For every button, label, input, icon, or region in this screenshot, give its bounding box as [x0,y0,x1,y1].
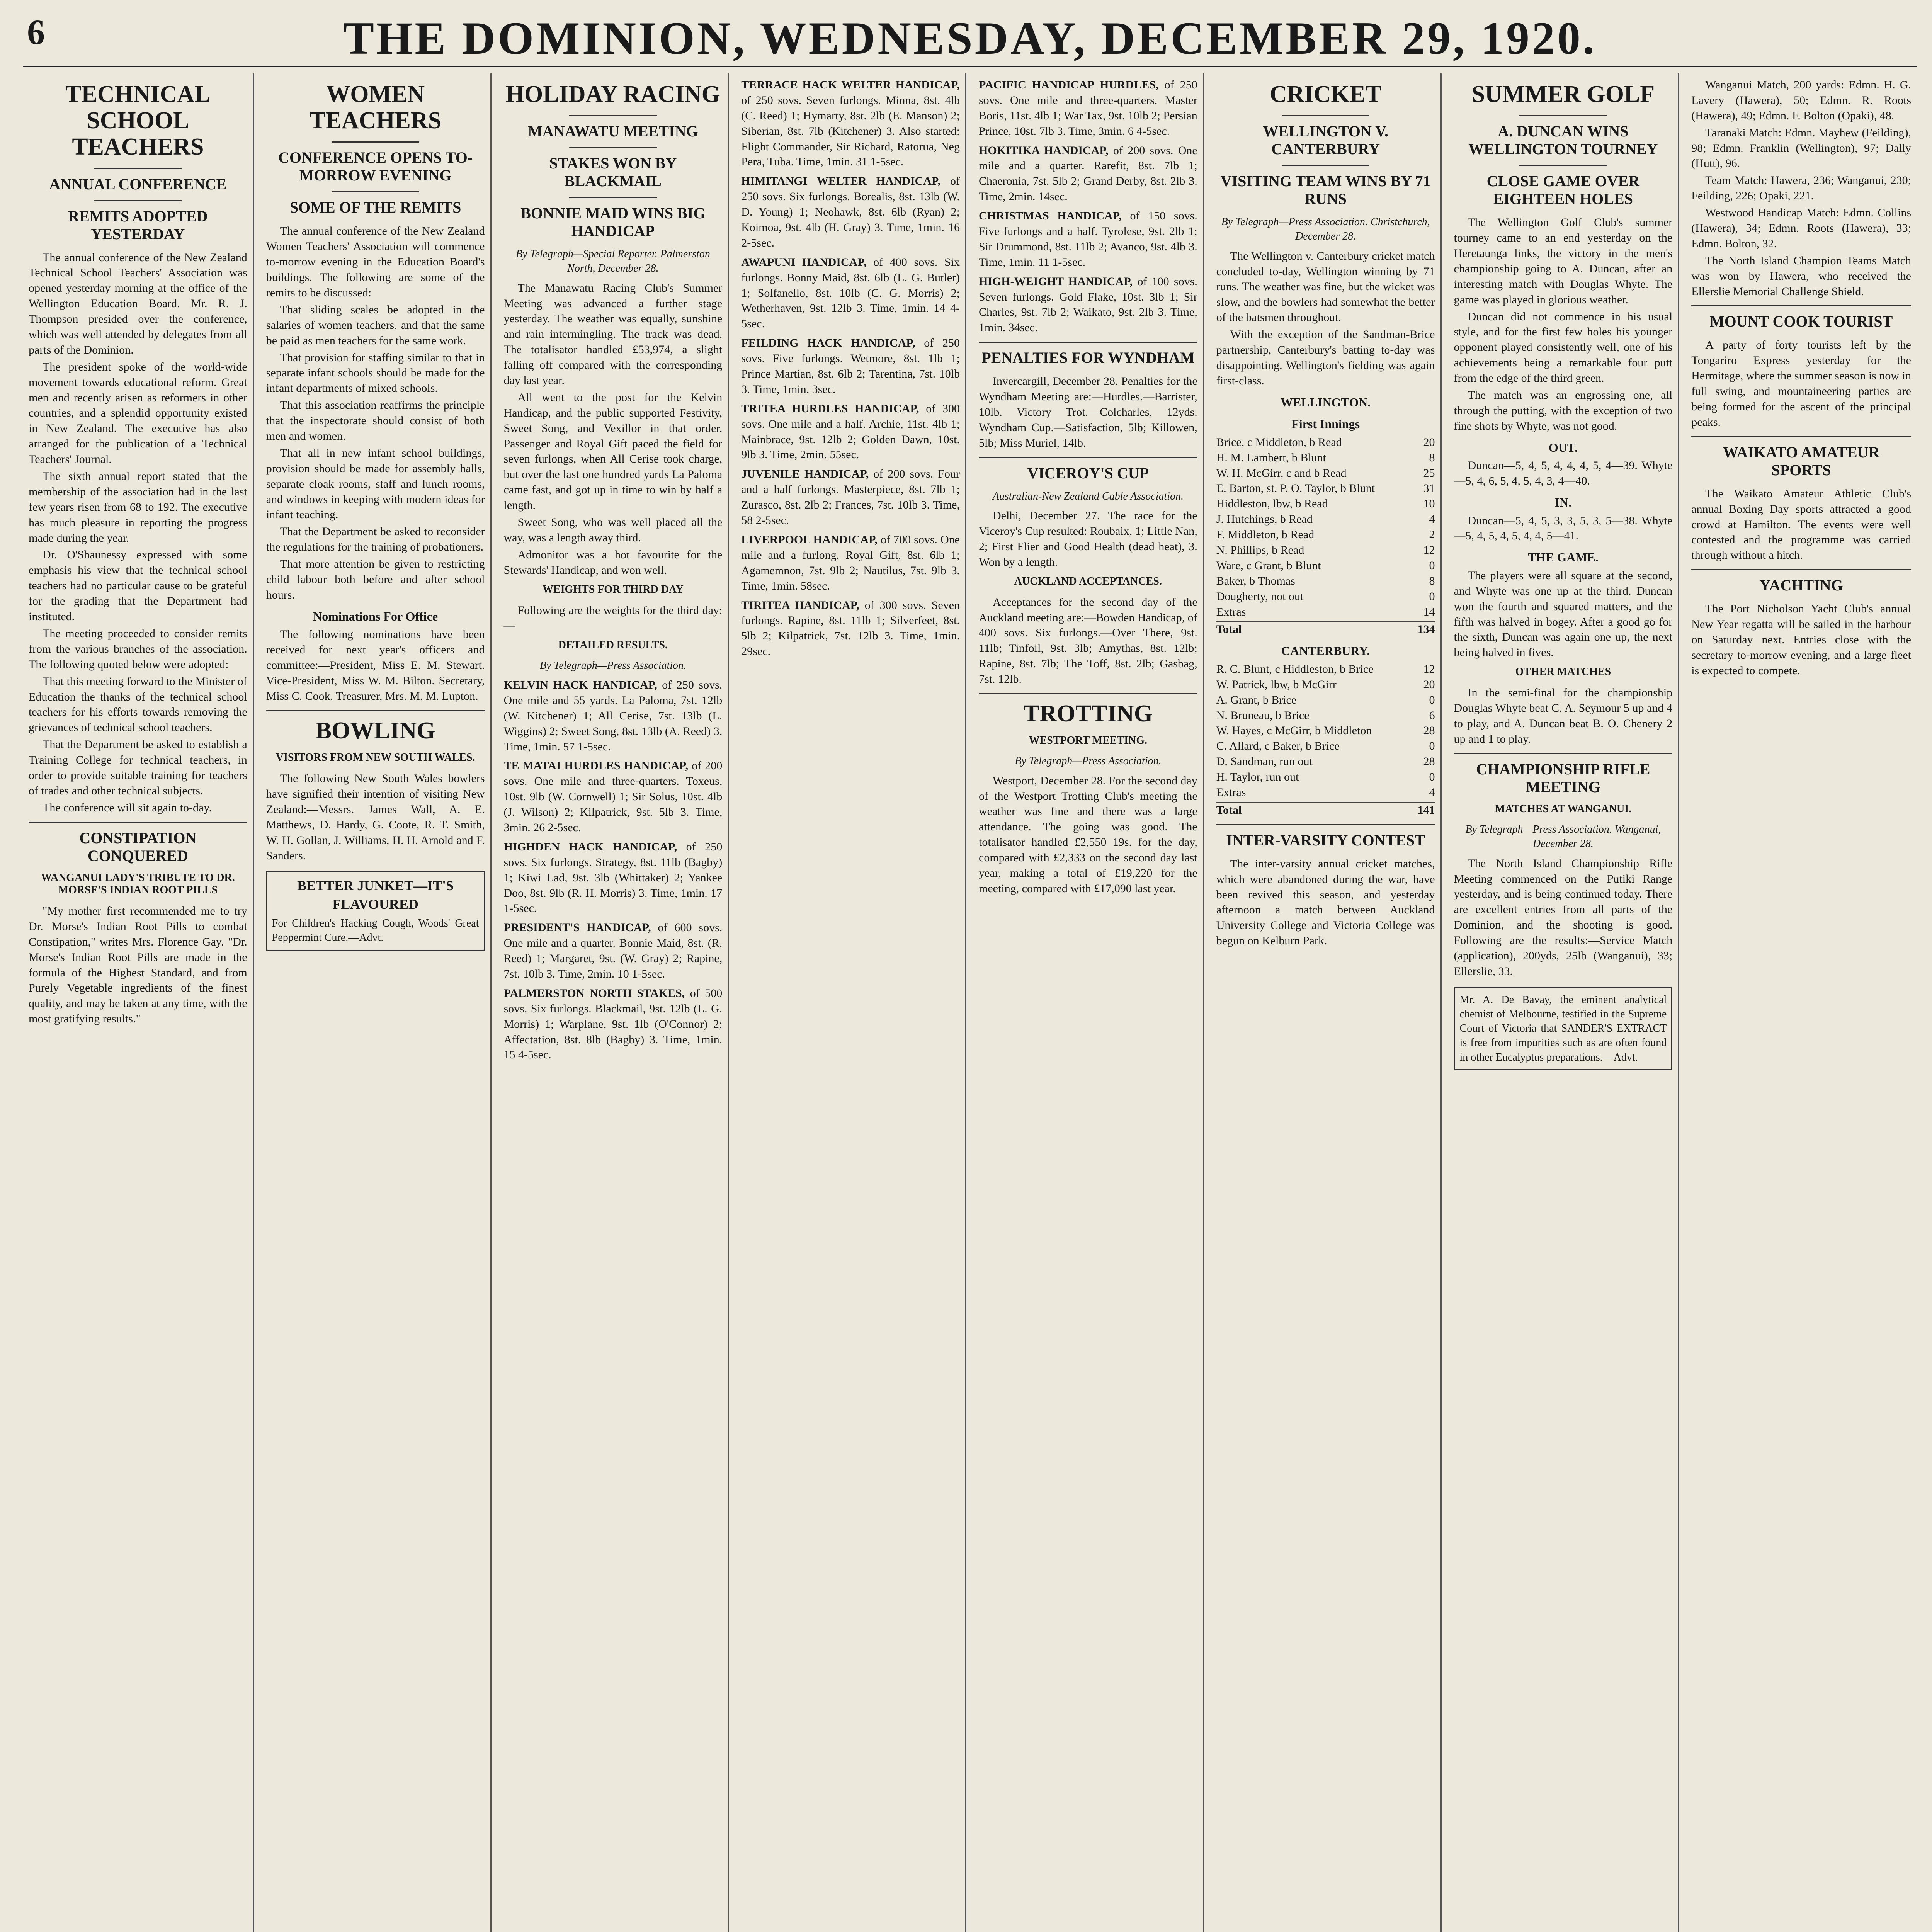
column-women-teachers [261,73,492,1932]
race-result [741,335,960,397]
headline: CRICKET [1269,81,1382,107]
subhead: WESTPORT MEETING. [1029,735,1148,747]
race-name: TRITEA HURDLES HANDICAP, [741,402,919,415]
race-results [979,77,1197,335]
divider [569,115,656,116]
runs: 0 [1429,693,1435,706]
runs: 28 [1423,724,1435,737]
divider [569,197,656,198]
article-body [29,250,247,816]
subhead: INTER-VARSITY CONTEST [1226,831,1425,849]
article-body [1454,215,1673,434]
score-row [1216,662,1435,677]
subhead: WAIKATO AMATEUR SPORTS [1723,443,1880,479]
score-row [1216,769,1435,785]
subhead: WANGANUI LADY'S TRIBUTE TO DR. MORSE'S INDIAN ROOT PILLS [41,871,235,896]
article-paragraph: The Wellington Golf Club's summer tourney came to an end yesterday on the Heretaunga links, the victory in the men's championship going to A. Duncan, after an interesting match with Douglas Whyte. The game was played in glorious weather. [1454,216,1673,306]
score-row [1216,604,1435,620]
race-detail: of 300 sovs. One mile and a half. Archie, 11st. 4lb 1; Mainbrace, 9st. 12lb 2; Golden Dawn, 10st. 9lb 3. Time, 2min. 55sec. [741,402,960,461]
batsman: J. Hutchings, b Read [1216,513,1313,526]
race-detail: of 200 sovs. One mile and three-quarters. Toxeus, 10st. 9lb (W. Cornwell) 1; Sir Solus, 10st. 4lb (J. Wilson) 2; Kilpatrick, 9st. 5lb 3. Time, 3min. 26 2-5sec. [503,759,723,834]
race-detail: of 400 sovs. Six furlongs. Bonny Maid, 8st. 6lb (L. G. Butler) 1; Solfanello, 8st. 10lb (C. G. Morris) 2; Wetherhaven, 9st. 12lb 3. Time, 1min. 14 4-5sec. [741,255,960,330]
tourist-text: A party of forty tourists left by the Tongariro Express yesterday for the Hermitage, where the summer season is now in full swing, and mountaineering parties are being formed for the ascent of the principal peaks. [1691,338,1911,429]
score-row [1216,692,1435,708]
runs: 0 [1429,590,1435,603]
headline: SUMMER GOLF [1471,81,1655,107]
article-paragraph: Wanganui Match, 200 yards: Edmn. H. G. Lavery (Hawera), 50; Edmn. R. Roots (Hawera), 49; Edmn. F. Bolton (Opaki), 48. [1691,78,1911,122]
article-paragraph: Team Match: Hawera, 236; Wanganui, 230; Feilding, 226; Opaki, 221. [1691,174,1911,202]
race-result [741,77,960,170]
article-paragraph: The annual conference of the New Zealand Women Teachers' Association will commence to-morrow evening in the Education Board's buildings. The following are some of the remits to be discussed: [266,224,485,299]
batsman: R. C. Blunt, c Hiddleston, b Brice [1216,662,1374,675]
column-summer-golf [1449,73,1679,1932]
runs: 14 [1423,605,1435,618]
race-result [741,598,960,660]
article-paragraph: The match was an engrossing one, all through the putting, with the exception of two fine shots by Whyte, was not good. [1454,388,1673,432]
section-label: THE GAME. [1527,550,1599,565]
batsman: Extras [1216,786,1246,799]
byline: By Telegraph—Press Association. Christchurch, December 28. [1221,216,1430,243]
subhead: BONNIE MAID WINS BIG HANDICAP [520,204,706,240]
score-row [1216,466,1435,481]
runs: 0 [1429,559,1435,572]
article-paragraph: The North Island Champion Teams Match was won by Hawera, who received the Ellerslie Memorial Challenge Shield. [1691,254,1911,298]
article-paragraph: The sixth annual report stated that the membership of the association had in the last few years risen from 68 to 192. The executive has much pleasure in reporting the progress made during the year. [29,470,247,544]
race-name: PALMERSTON NORTH STAKES, [503,986,685,1000]
section-label: IN. [1554,495,1572,509]
batsman: W. Patrick, lbw, b McGirr [1216,678,1337,691]
sports-text: The Waikato Amateur Athletic Club's annual Boxing Day sports attracted a good crowd at Hamilton. The events were well contested and the programme was carried through without a hitch. [1691,487,1911,562]
subhead: VISITING TEAM WINS BY 71 RUNS [1220,172,1431,208]
byline: Australian-New Zealand Cable Association. [992,490,1184,502]
yachting-text: The Port Nicholson Yacht Club's annual New Year regatta will be sailed in the harbour on Saturday next. Entries close with the secretary to-morrow evening, and a large fleet is expected to compete. [1691,602,1911,677]
runs: 20 [1423,435,1435,449]
article-body [266,223,485,602]
batsman: H. M. Lambert, b Blunt [1216,451,1326,464]
runs: 6 [1429,709,1435,722]
divider [266,710,485,711]
column-racing-trotting [973,73,1204,1932]
subhead: REMITS ADOPTED YESTERDAY [68,207,208,243]
race-detail: of 500 sovs. Six furlongs. Blackmail, 9st. 12lb (L. G. Morris) 1; Warplane, 9st. 1lb (O'Connor) 2; Affectation, 8st. 8lb (Bagby) 3. Time, 1min. 15 4-5sec. [503,986,723,1061]
race-name: AWAPUNI HANDICAP, [741,255,867,269]
batsman: Dougherty, not out [1216,590,1304,603]
race-results [504,677,723,1063]
race-detail: of 700 sovs. One mile and a furlong. Royal Gift, 8st. 6lb 1; Agamemnon, 7st. 9lb 2; Nautilus, 7st. 9lb 3. Time, 1min. 58sec. [741,533,960,592]
subhead: CLOSE GAME OVER EIGHTEEN HOLES [1486,172,1640,208]
race-detail: of 250 sovs. Five furlongs. Wetmore, 8st. 1lb 1; Prince Martian, 8st. 6lb 2; Tarentina, 7st. 10lb 3. Time, 1min. 3sec. [741,337,960,396]
race-name: TE MATAI HURDLES HANDICAP, [503,759,689,772]
subhead: A. DUNCAN WINS WELLINGTON TOURNEY [1468,122,1658,158]
score-row [1216,512,1435,527]
article-body [1216,248,1435,389]
race-name: HIMITANGI WELTER HANDICAP, [741,175,941,188]
score-row [1216,738,1435,754]
article-paragraph: The Manawatu Racing Club's Summer Meeting was advanced a further stage yesterday. The weather was equally, sunshine and rain intermingling. The track was dead. The totalisator handled £53,974, a slight falling off compared with the corresponding day last year. [503,281,723,387]
race-result [741,401,960,463]
subhead: SOME OF THE REMITS [289,199,461,216]
batsman: W. H. McGirr, c and b Read [1216,466,1347,480]
advert-title: BETTER JUNKET—IT'S FLAVOURED [297,878,454,912]
byline: By Telegraph—Special Reporter. Palmerston North, December 28. [515,248,710,275]
race-detail: of 300 sovs. Seven furlongs. Rapine, 8st. 11lb 1; Silverfeet, 8st. 5lb 2; Kilpatrick, 7st. 12lb 3. Time, 1min. 29sec. [741,599,960,658]
race-name: TERRACE HACK WELTER HANDICAP, [741,78,960,91]
column-cricket [1211,73,1442,1932]
column-rifle-misc [1686,73,1917,1932]
race-name: HIGHDEN HACK HANDICAP, [503,840,677,853]
article-paragraph: The president spoke of the world-wide movement towards educational reform. Great men and recently arisen as reformers in other countries, and a splendid opportunity existed in New Zealand. The executive has also arranged for the publication of a Technical Teachers' Journal. [29,360,247,466]
runs: 10 [1423,497,1435,510]
article-paragraph: The Wellington v. Canterbury cricket match concluded to-day, Wellington winning by 71 runs. The weather was fine, but the wicket was slow, and the bowlers had somewhat the better of the batsmen throughout. [1216,249,1435,324]
article-paragraph: The annual conference of the New Zealand Technical School Teachers' Association was opened yesterday morning at the office of the Wellington Education Board. Mr. R. J. Thompson presided over the conference, which was well attended by delegates from all parts of the Dominion. [29,251,247,356]
bowling-text: The following New South Wales bowlers have signified their intention of visiting New Zealand:—Messrs. James Wall, A. E. Matthews, D. Hardy, G. Coote, R. T. Smith, W. H. Gollan, J. Williams, H. H. Arnold and F. Sanders. [266,772,485,862]
score-row [1216,496,1435,512]
article-paragraph: All went to the post for the Kelvin Handicap, and the public supported Festivity, Sweet Song, and Vexillor in that order. Passenger and Royal Gift paced the field for seven furlongs, when All Cerise took charge, but over the last one hundred yards La Paloma came fast, and got up in time to win by half a length. [503,391,723,512]
subhead: OTHER MATCHES [1515,666,1611,678]
score-row [1216,589,1435,604]
score-total: Total 134 [1216,621,1435,637]
batsman: Ware, c Grant, b Blunt [1216,559,1321,572]
race-name: FEILDING HACK HANDICAP, [741,337,915,350]
batsman: E. Barton, st. P. O. Taylor, b Blunt [1216,482,1375,495]
race-detail: of 250 sovs. Six furlongs. Strategy, 8st. 11lb (Bagby) 1; Kiwi Lad, 9st. 3lb (Whittaker) 2; Yankee Doo, 8st. 9lb (R. H. Morris) 3. Time, 1min. 17 1-5sec. [503,840,723,915]
race-result [979,143,1197,205]
headline: BOWLING [315,717,435,744]
batsman: H. Taylor, run out [1216,770,1299,784]
advert-box [1454,987,1673,1070]
race-result [979,77,1197,139]
varsity-text: The inter-varsity annual cricket matches, which were abandoned during the war, have been revived this season, and yesterday afternoon a match between Auckland University College and Victoria College was begun on Kelburn Park. [1216,857,1435,947]
team-label: WELLINGTON. [1281,395,1371,409]
masthead [23,8,1917,67]
trotting-text: Westport, December 28. For the second day of the Westport Trotting Club's meeting the weather was fine and there was a large attendance. The going was good. The totalisator handled £2,550 19s. for the day, compared with £2,333 on the second day last year, making a total of £19,220 for the meeting, compared with £17,090 last year. [979,774,1197,895]
advert-box [266,871,485,951]
race-name: HOKITIKA HANDICAP, [979,144,1109,157]
subhead: AUCKLAND ACCEPTANCES. [1014,575,1162,587]
article-paragraph: Admonitor was a hot favourite for the Stewards' Handicap, and won well. [503,548,723,577]
runs: 12 [1423,662,1435,675]
race-result [741,173,960,250]
race-detail: of 100 sovs. Seven furlongs. Gold Flake, 10st. 3lb 1; Sir Charles, 9st. 7lb 2; Waikato, 9st. 2lb 3. Time, 1min. 34sec. [979,275,1197,334]
race-detail: of 200 sovs. One mile and a quarter. Rarefit, 8st. 7lb 1; Chaeronia, 7st. 5lb 2; Grand Derby, 8st. 2lb 3. Time, 2min. 14sec. [979,144,1197,203]
divider [29,822,247,823]
advert-text: "My mother first recommended me to try Dr. Morse's Indian Root Pills to combat Constipation," writes Mrs. Florence Gay. "Dr. Morse's Indian Root Pills are made in the formula of the Highest Standard, and from Purely Vegetable ingredients of the finest quality, and may be taken at any time, with the most gratifying results." [29,905,247,1026]
article-paragraph: That this association reaffirms the principle that the inspectorate should consist of both men and women. [266,399,485,442]
scorecard-canterbury [1216,662,1435,800]
article-paragraph: That all in new infant school buildings, provision should be made for assembly halls, separate cloak rooms, staff and lunch rooms, and windows in keeping with modern ideas for infant teaching. [266,446,485,521]
batsman: N. Phillips, b Read [1216,544,1304,556]
runs: 8 [1429,451,1435,464]
race-result [504,986,723,1063]
column-holiday-racing [498,73,729,1932]
divider [1282,165,1369,166]
divider [332,141,419,143]
divider [1216,824,1435,825]
nominations-text: The following nominations have been received for next year's officers and committee:—President, Miss E. M. Stewart. Vice-President, Miss W. M. Bilton. Secretary, Miss C. Cook. Treasurer, Mrs. M. M. Lupton. [266,628,485,702]
race-name: HIGH-WEIGHT HANDICAP, [979,275,1133,288]
article-body [1691,77,1911,299]
headline: HOLIDAY RACING [505,81,720,107]
batsman: N. Bruneau, b Brice [1216,709,1310,722]
article-paragraph: The meeting proceeded to consider remits from the various branches of the association. The following quoted below were adopted: [29,627,247,671]
race-name: PRESIDENT'S HANDICAP, [503,921,651,934]
race-detail: of 250 sovs. One mile and 55 yards. La Paloma, 7st. 12lb (W. Kitchener) 1; All Cerise, 7st. 13lb (L. Wiggins) 2; Sweet Song, 8st. 13lb (A. Reed) 3. Time, 1min. 57 1-5sec. [503,678,723,753]
score-row [1216,543,1435,558]
article-paragraph: Dr. O'Shaunessy expressed with some emphasis his view that the technical school teachers had no particular cause to be grateful for the grading that the Department had instituted. [29,548,247,623]
subhead: PENALTIES FOR WYNDHAM [981,349,1195,367]
score-row [1216,723,1435,738]
subhead: STAKES WON BY BLACKMAIL [549,155,677,190]
score-row [1216,481,1435,496]
headline: TECHNICAL SCHOOL TEACHERS [65,81,211,160]
subhead: MATCHES AT WANGANUI. [1495,803,1632,815]
article-paragraph: That sliding scales be adopted in the salaries of women teachers, and that the same be paid as men teachers for the same work. [266,303,485,347]
article-paragraph: Taranaki Match: Edmn. Mayhew (Feilding), 98; Edmn. Franklin (Wellington), 97; Dally (Hutt), 96. [1691,126,1911,170]
article-paragraph: Duncan did not commence in his usual style, and for the first few holes his younger opponent played consistently well, one of his achievements being a remarkable four putt from the edge of the third green. [1454,310,1673,385]
race-results [741,77,960,659]
subhead: YACHTING [1759,577,1843,594]
column-technical-teachers [23,73,254,1932]
runs: 0 [1429,740,1435,753]
article-paragraph: That more attention be given to restricting child labour both before and after school hours. [266,558,485,601]
race-name: PACIFIC HANDICAP HURDLES, [979,78,1159,91]
race-result [979,274,1197,336]
score-row [1216,677,1435,692]
race-detail: of 200 sovs. Four and a half furlongs. Masterpiece, 8st. 7lb 1; Zurasco, 8st. 2lb 2; Frances, 7st. 10lb 3. Time, 58 2-5sec. [741,468,960,527]
divider [1691,569,1911,570]
subhead: CHAMPIONSHIP RIFLE MEETING [1476,760,1650,796]
subhead: MOUNT COOK TOURIST [1709,313,1893,330]
advert-text: For Children's Hacking Cough, Woods' Great Peppermint Cure.—Advt. [272,917,479,944]
divider [94,168,182,169]
race-result [504,758,723,835]
race-name: TIRITEA HANDICAP, [741,599,859,612]
scorecard-wellington [1216,435,1435,620]
race-detail: of 250 sovs. One mile and three-quarters. Master Boris, 11st. 4lb 1; War Tax, 9st. 10lb 2; Persian Prince, 10st. 7lb 3. Time, 3min. 6 4-5sec. [979,78,1197,138]
race-result [741,532,960,594]
byline: By Telegraph—Press Association. Wanganui, December 28. [1465,823,1661,850]
race-result [504,920,723,982]
race-detail: of 250 sovs. Seven furlongs. Minna, 8st. 4lb (C. Reed) 1; Hymarty, 8st. 2lb (E. Manson) 2; Siberian, 8st. 7lb (Kitchener) 3. Also started: Flight Commander, Sir Richard, Ratorua, Neg Pera, Tuba. Time, 1min. 31 1-5sec. [741,94,960,168]
divider [1519,115,1607,116]
game-text: The players were all square at the second, and Whyte was one up at the third. Duncan won the fourth and squared matters, and the fifth was halved in bogey. After a good go for the sixth, Duncan was again one up, the next being halved in fives. [1454,569,1673,659]
column-grid [23,73,1917,1932]
runs: 4 [1429,786,1435,799]
runs: 2 [1429,528,1435,541]
penalties-text: Invercargill, December 28. Penalties for the Wyndham Meeting are:—Hurdles.—Barrister, 10lb. Victory Trot.—Colcharles, 12yds. Wyndham Cup.—Satisfaction, 5lb; Killowen, 5lb; Miss Muriel, 14lb. [979,375,1197,449]
score-row [1216,435,1435,450]
section-label: OUT. [1548,440,1578,454]
score-row [1216,558,1435,573]
runs: 12 [1423,544,1435,556]
runs: 8 [1429,574,1435,587]
divider [979,693,1197,694]
scores-out: Duncan—5, 4, 5, 4, 4, 4, 5, 4—39. Whyte—5, 4, 6, 5, 4, 5, 4, 3, 4—40. [1454,459,1673,488]
score-row [1216,450,1435,466]
viceroy-text: Delhi, December 27. The race for the Viceroy's Cup resulted: Roubaix, 1; Little Nan, 2; First Flier and Good Health (dead heat), 3. Won by a length. [979,509,1197,568]
divider [1691,305,1911,306]
divider [332,191,419,192]
article-paragraph: That provision for staffing similar to that in separate infant schools should be made for the infant departments of mixed schools. [266,351,485,395]
divider [1691,436,1911,437]
race-name: JUVENILE HANDICAP, [741,468,869,481]
page-number: 6 [27,12,45,52]
subhead: WEIGHTS FOR THIRD DAY [542,583,684,595]
subhead: CONSTIPATION CONQUERED [79,829,197,864]
race-name: LIVERPOOL HANDICAP, [741,533,878,546]
byline: By Telegraph—Press Association. [539,659,687,672]
score-row [1216,754,1435,769]
article-paragraph: Sweet Song, who was well placed all the way, was a length away third. [503,516,723,544]
divider [1519,165,1607,166]
section-label: Nominations For Office [313,609,438,623]
race-detail: of 150 sovs. Five furlongs and a half. Tyrolese, 9st. 2lb 1; Sir Drummond, 8st. 11lb 2; Avanco, 9st. 4lb 3. Time, 1min. 11 1-5sec. [979,209,1197,269]
race-name: KELVIN HACK HANDICAP, [503,678,657,691]
runs: 0 [1429,770,1435,784]
score-row [1216,785,1435,800]
article-paragraph: That the Department be asked to establish a Training College for technical teachers, in order to provide suitable training for teachers of trades and other technical subjects. [29,738,247,797]
article-paragraph: That the Department be asked to reconsider the regulations for the training of probationers. [266,525,485,554]
batsman: A. Grant, b Brice [1216,693,1297,706]
subhead: VICEROY'S CUP [1027,464,1149,482]
race-name: CHRISTMAS HANDICAP, [979,209,1122,223]
innings-label: First Innings [1291,417,1360,431]
divider [1282,115,1369,116]
batsman: C. Allard, c Baker, b Brice [1216,740,1340,753]
subhead: DETAILED RESULTS. [558,639,668,651]
article-body [504,281,723,578]
batsman: Hiddleston, lbw, b Read [1216,497,1328,510]
runs: 4 [1429,513,1435,526]
batsman: Extras [1216,605,1246,618]
divider [569,147,656,148]
race-result [741,255,960,332]
subhead: CONFERENCE OPENS TO-MORROW EVENING [278,149,473,184]
article-paragraph: Westwood Handicap Match: Edmn. Collins (Hawera), 34; Edmn. Roots (Hawera), 33; Edmn. Bolton, 32. [1691,206,1911,250]
other-matches-text: In the semi-final for the championship Douglas Whyte beat C. A. Seymour 5 up and 4 to play, and A. Duncan beat B. O. Chenery 2 up and 1 to play. [1454,686,1673,746]
batsman: F. Middleton, b Read [1216,528,1315,541]
rifle-text: The North Island Championship Rifle Meeting commenced on the Putiki Range yesterday, and is being continued today. There are excellent entries from all parts of the Dominion, and the shooting is good. Following are the results:—Service Match (application), 200yds, 25lb (Wanganui), 33; Ellerslie, 33. [1454,857,1673,978]
batsman: Brice, c Middleton, b Read [1216,435,1342,449]
advert-text: Mr. A. De Bavay, the eminent analytical chemist of Melbourne, testified in the Supreme Court of Victoria that SANDER'S EXTRACT is free from impurities such as are often found in other Eucalyptus preparations.—Advt. [1459,993,1667,1063]
byline: By Telegraph—Press Association. [1015,755,1162,767]
newspaper-title: THE DOMINION, WEDNESDAY, DECEMBER 29, 1920. [343,12,1597,64]
runs: 25 [1423,466,1435,480]
divider [94,200,182,201]
runs: 20 [1423,678,1435,691]
scores-in: Duncan—5, 4, 5, 3, 3, 5, 3, 5—38. Whyte—5, 4, 5, 4, 5, 4, 4, 5—41. [1454,514,1673,543]
divider [979,457,1197,458]
article-paragraph: That this meeting forward to the Minister of Education the thanks of the technical school teachers for his efforts towards removing the grievances of technical school teachers. [29,675,247,734]
headline: TROTTING [1023,701,1153,727]
score-row [1216,573,1435,589]
race-detail: of 600 sovs. One mile and a quarter. Bonnie Maid, 8st. (R. Reed) 1; Margaret, 9st. (W. Gray) 2; Rapine, 7st. 10lb 3. Time, 2min. 10 1-5sec. [503,921,723,980]
batsman: Baker, b Thomas [1216,574,1295,587]
subhead: MANAWATU MEETING [528,122,698,140]
article-paragraph: With the exception of the Sandman-Brice partnership, Canterbury's batting to-day was disappointing. Wellington's fielding was again first-class. [1216,328,1435,387]
acceptances-text: Acceptances for the second day of the Auckland meeting are:—Bowden Handicap, of 400 sovs. Six furlongs.—Over There, 9st. 11lb; Tinfoil, 9st. 3lb; Amythas, 8st. 12lb; Rapine, 8st. 7lb; The Toff, 8st. 2lb; Gasbag, 7st. 12lb. [979,595,1197,686]
score-total: Total 141 [1216,802,1435,818]
headline: WOMEN TEACHERS [310,81,442,134]
race-result [741,466,960,528]
score-row [1216,527,1435,543]
weights-text: Following are the weights for the third day:— [503,604,723,632]
divider [979,342,1197,343]
race-result [504,839,723,916]
subhead: VISITORS FROM NEW SOUTH WALES. [276,751,475,764]
subhead: ANNUAL CONFERENCE [49,175,227,193]
divider [1454,753,1673,754]
subhead: WELLINGTON V. CANTERBURY [1263,122,1388,158]
race-result [504,677,723,754]
race-detail: of 250 sovs. Six furlongs. Borealis, 8st. 13lb (W. D. Young) 1; Neohawk, 8st. 6lb (Ryan) 2; Koimoa, 9st. 4lb (H. Gray) 3. Time, 1min. 16 2-5sec. [741,175,960,249]
score-row [1216,708,1435,723]
runs: 31 [1423,482,1435,495]
team-label: CANTERBURY. [1281,644,1370,658]
batsman: W. Hayes, c McGirr, b Middleton [1216,724,1372,737]
race-result [979,208,1197,270]
column-race-results [736,73,966,1932]
runs: 28 [1423,755,1435,768]
batsman: D. Sandman, run out [1216,755,1313,768]
article-paragraph: The conference will sit again to-day. [43,801,212,814]
